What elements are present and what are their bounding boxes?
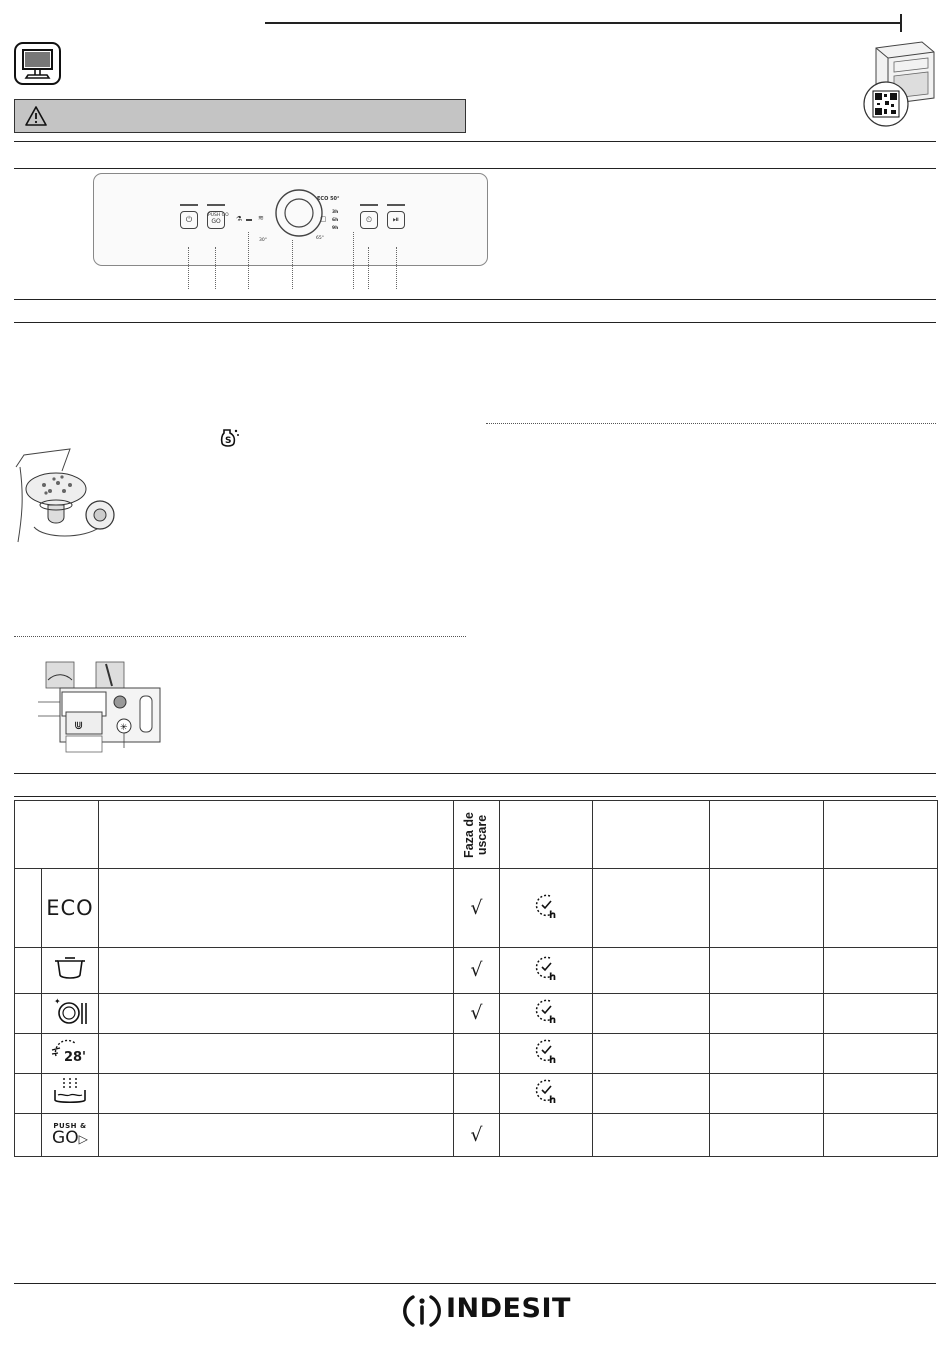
section-rule xyxy=(14,773,936,774)
table-row xyxy=(15,948,938,993)
svg-text:S: S xyxy=(225,436,232,446)
program-desc-cell xyxy=(98,993,453,1033)
section-rule xyxy=(14,168,936,169)
data-cell xyxy=(824,1033,938,1073)
indicator-bar xyxy=(246,219,252,221)
data-cell xyxy=(593,1073,710,1113)
delay-start-icon xyxy=(532,892,560,920)
drying-check xyxy=(453,1033,500,1073)
drying-check xyxy=(453,1073,500,1113)
quick-28-icon: 28' xyxy=(50,1038,90,1068)
delay-cell xyxy=(500,1073,593,1113)
program-desc-cell xyxy=(98,1033,453,1073)
salt-indicator-icon: ⚗ xyxy=(236,215,243,223)
data-cell xyxy=(593,948,710,993)
data-cell xyxy=(824,993,938,1033)
dotted-separator xyxy=(14,636,466,637)
data-cell xyxy=(593,993,710,1033)
delay-cell xyxy=(500,948,593,993)
data-cell xyxy=(710,948,824,993)
salt-refill-illustration xyxy=(14,447,118,545)
push-go-icon: PUSH & GO▷ xyxy=(52,1121,88,1148)
svg-text:h: h xyxy=(549,1054,557,1065)
programs-table xyxy=(14,800,938,1157)
delay-start-icon xyxy=(532,954,560,982)
program-icon-cell xyxy=(41,1113,98,1156)
header-rule xyxy=(265,22,901,24)
section-rule xyxy=(14,322,936,323)
push-go-label: PUSH GO xyxy=(208,213,229,218)
svg-text:⋓: ⋓ xyxy=(74,719,84,732)
monitor-icon xyxy=(14,42,61,85)
program-desc-cell xyxy=(98,948,453,993)
data-cell xyxy=(710,1073,824,1113)
delay-start-icon xyxy=(532,1077,560,1105)
data-cell xyxy=(710,1113,824,1156)
section-rule xyxy=(14,796,936,797)
sparkle-dishes-icon xyxy=(52,996,88,1026)
warning-bar xyxy=(14,99,466,133)
footer-rule xyxy=(14,1283,936,1284)
header-rule-tick xyxy=(900,14,902,32)
program-icon-cell xyxy=(41,1033,98,1073)
pot-indicator-icon: ▢ xyxy=(320,215,327,223)
data-cell xyxy=(593,1033,710,1073)
row-number-cell xyxy=(15,1113,42,1156)
program-icon-cell xyxy=(41,993,98,1033)
brand-name: INDESIT xyxy=(446,1293,571,1324)
table-row xyxy=(15,1073,938,1113)
row-number-cell xyxy=(15,993,42,1033)
table-row xyxy=(15,1113,938,1156)
header-cell xyxy=(824,801,938,869)
header-cell xyxy=(500,801,593,869)
data-cell xyxy=(710,993,824,1033)
header-cell xyxy=(710,801,824,869)
drying-check: √ xyxy=(453,869,500,948)
svg-text:h: h xyxy=(549,909,557,920)
row-number-cell xyxy=(15,1033,42,1073)
svg-text:✦: ✦ xyxy=(53,996,61,1006)
svg-text:h: h xyxy=(549,1094,557,1105)
dishwasher-qr-illustration xyxy=(858,38,938,130)
data-cell xyxy=(593,1113,710,1156)
svg-text:h: h xyxy=(549,971,557,982)
program-icon-cell xyxy=(41,1073,98,1113)
control-panel xyxy=(93,173,488,266)
rinse-aid-icon: ≋ xyxy=(258,214,264,222)
eco-program-icon: ECO xyxy=(46,896,94,921)
delay-start-icon xyxy=(532,1037,560,1065)
program-icon-cell xyxy=(41,869,98,948)
hour-6: 6h xyxy=(332,218,339,223)
program-desc-cell xyxy=(98,1073,453,1113)
row-number-cell xyxy=(15,869,42,948)
svg-text:✳: ✳ xyxy=(120,723,128,733)
header-cell xyxy=(593,801,710,869)
table-row xyxy=(15,993,938,1033)
program-dial xyxy=(274,188,324,238)
power-icon: ⏻ xyxy=(180,211,198,229)
push-go-icon: GO xyxy=(207,211,225,229)
delay-cell xyxy=(500,1033,593,1073)
drying-check: √ xyxy=(453,1113,500,1156)
data-cell xyxy=(593,869,710,948)
table-row xyxy=(15,1033,938,1073)
eco-label: ECO 50° xyxy=(317,196,340,202)
indesit-logo-icon xyxy=(402,1291,442,1331)
pot-icon xyxy=(53,955,87,981)
delay-cell xyxy=(500,993,593,1033)
data-cell xyxy=(824,1073,938,1113)
data-cell xyxy=(824,948,938,993)
data-cell xyxy=(824,1113,938,1156)
data-cell xyxy=(824,869,938,948)
start-pause-icon: ⏯ xyxy=(387,211,405,229)
dotted-separator xyxy=(486,423,936,424)
delay-cell xyxy=(500,869,593,948)
temp-a-label: 65° xyxy=(316,236,324,241)
table-row xyxy=(15,869,938,948)
section-rule xyxy=(14,141,936,142)
hour-3: 3h xyxy=(332,210,339,215)
delay-start-icon xyxy=(532,997,560,1025)
row-number-cell xyxy=(15,948,42,993)
drying-header: Faza de uscare xyxy=(462,812,490,859)
temp-b-label: 30° xyxy=(259,238,267,243)
header-cell xyxy=(15,801,99,869)
drying-check: √ xyxy=(453,948,500,993)
salt-container-icon xyxy=(216,426,240,450)
qr-code-icon xyxy=(864,82,908,126)
hour-9: 9h xyxy=(332,226,339,231)
svg-text:h: h xyxy=(549,1014,557,1025)
drying-header-cell xyxy=(453,801,500,869)
delay-icon: ⏲ xyxy=(360,211,378,229)
detergent-dispenser-illustration xyxy=(36,660,162,755)
data-cell xyxy=(710,1033,824,1073)
row-number-cell xyxy=(15,1073,42,1113)
drying-check: √ xyxy=(453,993,500,1033)
section-rule xyxy=(14,299,936,300)
data-cell xyxy=(710,869,824,948)
warning-triangle-icon xyxy=(25,106,47,126)
delay-cell xyxy=(500,1113,593,1156)
table-header-row xyxy=(15,801,938,869)
program-desc-cell xyxy=(98,869,453,948)
soak-icon xyxy=(52,1076,88,1106)
program-desc-cell xyxy=(98,1113,453,1156)
header-cell xyxy=(98,801,453,869)
program-icon-cell xyxy=(41,948,98,993)
